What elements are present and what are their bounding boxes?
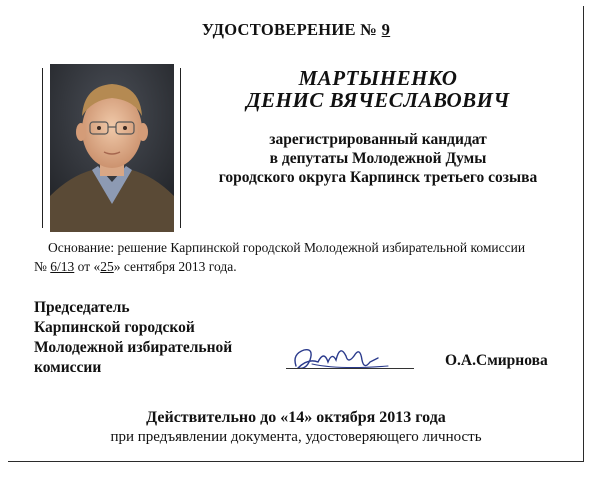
document-title bbox=[8, 20, 584, 40]
chairman-line-2: Карпинской городской bbox=[34, 319, 195, 336]
candidate-line-2: в депутаты Молодежной Думы bbox=[269, 150, 487, 167]
candidate-line-3: городского округа Карпинск третьего созыва bbox=[218, 169, 538, 186]
title-number: 9 bbox=[381, 20, 391, 39]
from-text: от « bbox=[74, 259, 101, 274]
decision-rest: » сентября 2013 года. bbox=[113, 259, 237, 274]
candidate-line-1: зарегистрированный кандидат bbox=[269, 131, 487, 148]
signer-name: О.А.Смирнова bbox=[445, 352, 548, 369]
decision-day: 25 bbox=[100, 259, 114, 274]
chairman-line-1: Председатель bbox=[34, 299, 130, 316]
basis-line-1: Основание: решение Карпинской городской Молодежной избирательной комиссии bbox=[48, 240, 526, 255]
frame-mark-left bbox=[42, 68, 43, 228]
title-prefix: УДОСТОВЕРЕНИЕ № bbox=[201, 20, 382, 39]
presentation-note: при предъявлении документа, удостоверяющего личность bbox=[110, 429, 482, 445]
signature-line bbox=[286, 368, 414, 369]
validity-date: Действительно до «14» октября 2013 года bbox=[146, 409, 446, 426]
surname: МАРТЫНЕНКО bbox=[298, 66, 458, 90]
decision-number: 6/13 bbox=[50, 259, 75, 274]
id-card bbox=[8, 6, 584, 462]
chairman-line-4: комиссии bbox=[34, 359, 102, 376]
portrait-photo bbox=[50, 64, 174, 232]
chairman-line-3: Молодежной избирательной bbox=[34, 339, 233, 356]
basis-line-2 bbox=[34, 258, 582, 276]
given-names: ДЕНИС ВЯЧЕСЛАВОВИЧ bbox=[246, 88, 510, 112]
photo-frame bbox=[38, 64, 184, 232]
frame-mark-right bbox=[180, 68, 181, 228]
handwritten-signature bbox=[290, 340, 394, 376]
number-sign: № bbox=[34, 259, 51, 274]
